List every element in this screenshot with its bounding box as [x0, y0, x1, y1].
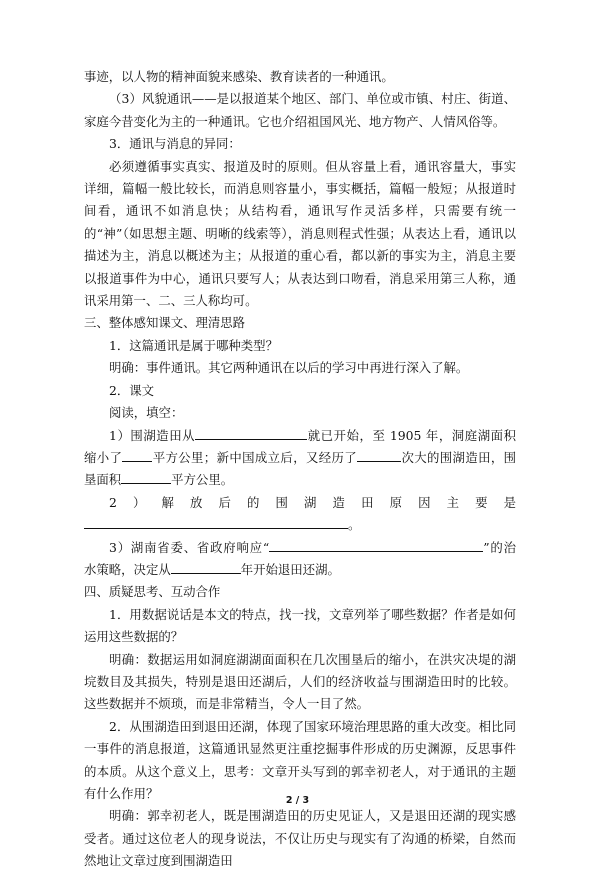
answer: 明确：事件通讯。其它两种通讯在以后的学习中再进行深入了解。	[109, 360, 469, 376]
fill-blank[interactable]	[121, 469, 171, 484]
fill-blank[interactable]	[269, 537, 483, 552]
answer: 明确：郭幸初老人，既是围湖造田的历史见证人，又是退田还湖的现实感受者。通过这位老人的现身说法，不仅让历史与现实有了沟通的桥梁，自然而然地让文章过度到围湖造田	[84, 808, 516, 869]
fill-blank[interactable]	[195, 425, 307, 440]
fill-in-item-1: 1）围湖造田从 就已开始，至 1905 年，洞庭湖面积缩小了 平方公里；新中国成立后，又经历了 次大的围湖造田，围垦面积 平方公里。	[84, 425, 516, 492]
page-number: 2 / 3	[285, 795, 310, 806]
fill-blank[interactable]	[122, 447, 152, 462]
paragraph: 必须遵循事实真实、报道及时的原则。但从容量上看，通讯容量大，事实详细，篇幅一般比较长，而消息则容量小，事实概括，篇幅一般短；从报道时间看，通讯不如消息快；从结构看，通讯写作灵活多样，只需要有统一的“神”（如思想主题、明晰的线索等），消息则程式性强；从表达上看，通讯以描述为主，消息以概述为主；从报道的重心看，都以新的事实为主，消息主要以报道事件为中心，通讯只要写人；从表达到口吻看，消息采用第三人称，通讯采用第一、二、三人称均可。	[84, 158, 516, 309]
answer: 明确：数据运用如洞庭湖湖面面积在几次围垦后的缩小，在洪灾决堤的湖垸数目及其损失，特别是退田还湖后，人们的经济收益与围湖造田时的比较。这些数据并不烦琐，而是非常精当，令人一目了然。	[84, 651, 516, 712]
question: 1．这篇通讯是属于哪种类型？	[109, 337, 278, 353]
fill-in-item-2: 2）解放后的围湖造田原因主要是。	[84, 492, 516, 537]
question: 1．用数据说话是本文的特点，找一找，文章列举了哪些数据？作者是如何运用这些数据的？	[84, 606, 516, 645]
fill-blank[interactable]	[171, 559, 241, 574]
fill-blank[interactable]	[357, 447, 401, 462]
paragraph: （3）风貌通讯——是以报道某个地区、部门、单位或市镇、村庄、街道、家庭今昔变化为主的一种通讯。它也介绍祖国风光、地方物产、人情风俗等。	[84, 91, 516, 129]
fill-in-item-3: 3）湖南省委、省政府响应“ ”的治水策略，决定从 年开始退田还湖。	[84, 537, 516, 582]
section-subheading: 2．课文	[109, 382, 155, 398]
fill-blank[interactable]	[84, 514, 348, 529]
paragraph: 事迹，以人物的精神面貌来感染、教育读者的一种通讯。	[84, 69, 394, 84]
section-subheading: 3．通讯与消息的异同：	[109, 136, 241, 152]
instruction: 阅读，填空：	[109, 405, 184, 421]
document-body	[84, 66, 516, 873]
section-heading: 三、整体感知课文、理清思路	[84, 315, 246, 331]
section-heading: 四、质疑思考、互动合作	[84, 584, 221, 600]
question: 2．从围湖造田到退田还湖，体现了国家环境治理思路的重大改变。相比同一事件的消息报道，这篇通讯显然更注重挖掘事件形成的历史渊源，反思事件的本质。从这个意义上，思考：文章开头写到的郭幸初老人，对于通讯的主题有什么作用？	[84, 718, 516, 801]
